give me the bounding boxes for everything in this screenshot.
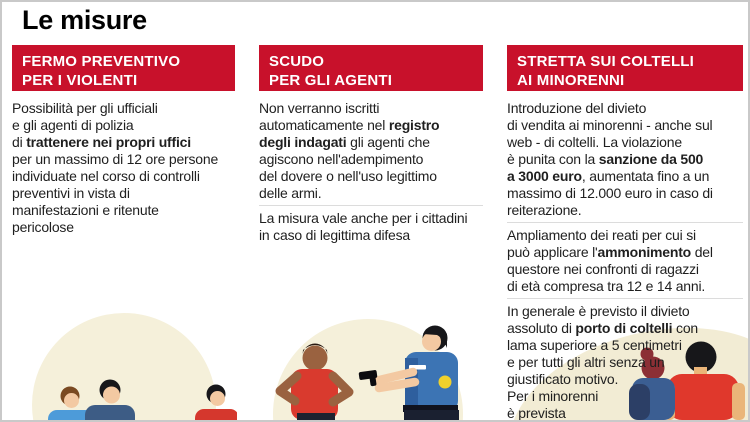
column-header (12, 45, 235, 91)
column-header-line: STRETTA SUI COLTELLI (517, 52, 695, 70)
paragraph-divider (259, 205, 483, 206)
column-header (259, 45, 483, 91)
column-body (507, 100, 743, 422)
paragraph: Possibilità per gli ufficiali e gli agenti di polizia di trattenere nei propri uffici per un massimo di 12 ore persone individuate nel corso di controlli preventivi in vista di manifestazioni e ritenute pericolose (12, 100, 219, 235)
paragraph-divider (507, 298, 743, 299)
paragraph: Introduzione del divieto di vendita ai minorenni - anche sul web - di coltelli. La violazione è punita con la sanzione da 500 a 3000 euro, aumentata fino a un massimo di 12.000 euro in caso di reiterazione. (507, 100, 713, 218)
paragraph-divider (507, 222, 743, 223)
column-body (259, 100, 483, 244)
column-header (507, 45, 743, 91)
page-title: Le misure (22, 5, 147, 35)
paragraph: Non verranno iscritti automaticamente nel registro degli indagati gli agenti che agiscono nell'adempimento del dovere o nell'uso legittimo delle armi. (259, 100, 440, 201)
column-header-line: AI MINORENNI (517, 71, 625, 89)
paragraph: Ampliamento dei reati per cui si può applicare l'ammonimento del questore nei confronti di ragazzi di età compresa tra 12 e 14 anni. (507, 227, 713, 294)
column-header-line: SCUDO (269, 52, 325, 70)
paragraph: La misura vale anche per i cittadini in caso di legittima difesa (259, 210, 468, 243)
column-body (12, 100, 235, 236)
column-fermo-preventivo (12, 45, 235, 422)
column-header-line: FERMO PREVENTIVO (22, 52, 181, 70)
paragraph: In generale è previsto il divieto assoluto di porto di coltelli con lama superiore a 5 centimetri e per tutti gli altri senza un giustificato motivo. Per i minorenni è prevista (507, 303, 699, 421)
column-stretta-coltelli (507, 45, 743, 422)
column-scudo-agenti (259, 45, 483, 422)
column-header-line: PER I VIOLENTI (22, 71, 138, 89)
columns-container (12, 45, 743, 422)
column-header-line: PER GLI AGENTI (269, 71, 393, 89)
